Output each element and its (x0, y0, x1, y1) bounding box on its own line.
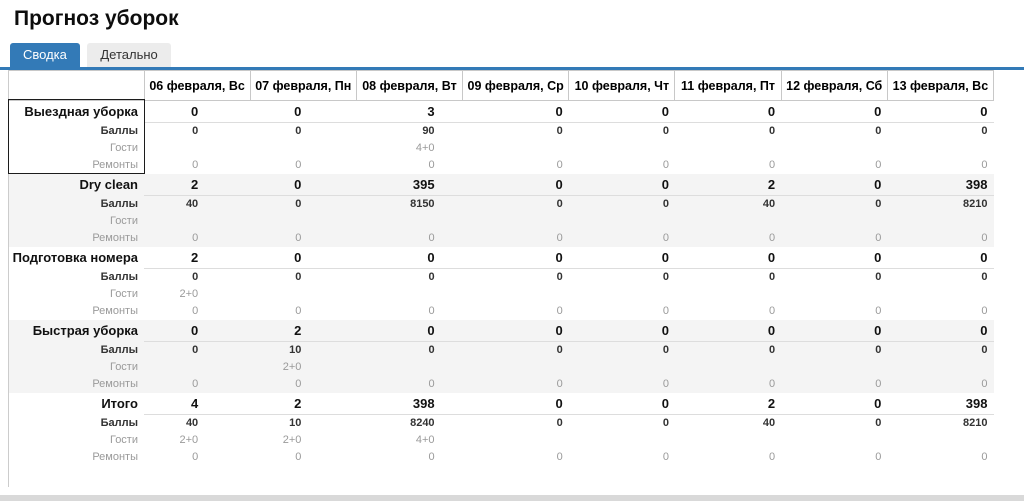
row-label: Гости (109, 434, 138, 446)
date-header: 06 февраля, Вс (144, 71, 250, 101)
table-row (9, 432, 994, 449)
table-cell: 0 (887, 230, 993, 247)
table-cell: 0 (144, 342, 250, 359)
table-cell: 0 (356, 376, 462, 393)
table-cell (569, 432, 675, 449)
row-label: Баллы (9, 196, 144, 213)
table-cell: 0 (428, 305, 435, 317)
date-header: 07 февраля, Пн (250, 71, 356, 101)
table-cell: 0 (981, 451, 988, 463)
tab-summary[interactable]: Сводка (10, 43, 80, 67)
row-label: Гости (9, 213, 144, 230)
header-row (9, 71, 994, 101)
table-cell: 0 (463, 393, 569, 415)
table-cell: 2 (675, 174, 781, 196)
table-cell: 40 (762, 417, 776, 430)
table-cell: 0 (556, 417, 563, 430)
table-cell: 0 (192, 305, 199, 317)
table-row (9, 376, 994, 393)
forecast-table (9, 70, 994, 466)
table-cell: 0 (463, 174, 569, 196)
table-cell: 0 (769, 451, 776, 463)
table-row (9, 213, 994, 230)
row-label: Ремонты (92, 451, 138, 463)
table-cell: 0 (428, 271, 435, 284)
table-cell (356, 213, 462, 230)
table-cell: 0 (250, 101, 356, 123)
date-header: 12 февраля, Сб (781, 71, 887, 101)
table-cell: 0 (662, 159, 669, 171)
table-cell: 2+0 (282, 434, 302, 446)
table-cell: 0 (662, 125, 669, 138)
table-row (9, 196, 994, 213)
table-cell: 8210 (887, 196, 993, 213)
table-cell: 0 (875, 125, 882, 138)
tab-detailed[interactable]: Детально (87, 43, 170, 67)
table-cell: 0 (428, 451, 435, 463)
table-cell: 0 (250, 230, 356, 247)
table-row (9, 230, 994, 247)
table-cell (887, 140, 993, 157)
table-cell: 0 (675, 376, 781, 393)
table-cell (675, 359, 781, 376)
table-cell: 40 (144, 196, 250, 213)
row-label: Баллы (9, 342, 144, 359)
table-row (9, 303, 994, 320)
table-cell: 0 (875, 451, 882, 463)
table-cell: 2+0 (179, 434, 199, 446)
row-label: Гости (109, 142, 138, 154)
table-cell (781, 213, 887, 230)
table-cell: 0 (769, 125, 776, 138)
table-cell: 0 (781, 320, 887, 342)
table-cell: 0 (781, 196, 887, 213)
table-cell: 4+0 (415, 142, 435, 154)
table-cell (463, 432, 569, 449)
table-cell (887, 213, 993, 230)
table-cell: 0 (887, 320, 993, 342)
table-cell: 0 (144, 101, 250, 123)
table-cell: 0 (569, 174, 675, 196)
table-cell: 0 (463, 196, 569, 213)
forecast-table-wrap (8, 70, 994, 487)
table-row (9, 359, 994, 376)
table-row (9, 415, 994, 432)
table-cell: 0 (769, 159, 776, 171)
table-row (9, 342, 994, 359)
row-label: Dry clean (9, 174, 144, 196)
table-cell: 2 (250, 320, 356, 342)
table-cell: 0 (192, 451, 199, 463)
table-cell (463, 140, 569, 157)
table-cell: 0 (875, 271, 882, 284)
row-label: Гости (109, 288, 138, 300)
table-cell: 0 (781, 247, 887, 269)
table-cell: 8240 (410, 417, 435, 430)
table-cell: 40 (675, 196, 781, 213)
table-cell: 2 (144, 247, 250, 269)
table-cell: 0 (463, 376, 569, 393)
table-cell: 10 (289, 417, 302, 430)
table-cell (569, 359, 675, 376)
table-cell (781, 286, 887, 303)
table-cell: 0 (556, 125, 563, 138)
table-cell: 0 (769, 305, 776, 317)
table-row (9, 123, 994, 140)
table-cell: 0 (675, 247, 781, 269)
table-cell: 0 (981, 271, 988, 284)
table-cell: 0 (781, 230, 887, 247)
row-label: Быстрая уборка (9, 320, 144, 342)
row-label: Ремонты (92, 305, 138, 317)
table-cell (463, 286, 569, 303)
table-cell: 0 (662, 305, 669, 317)
table-cell: 398 (887, 393, 993, 415)
table-cell (569, 213, 675, 230)
table-cell: 0 (463, 247, 569, 269)
table-cell (144, 213, 250, 230)
horizontal-scrollbar[interactable] (0, 495, 1024, 501)
row-label: Гости (9, 359, 144, 376)
row-label: Баллы (100, 271, 138, 283)
table-cell: 8210 (963, 417, 988, 430)
table-cell: 0 (675, 342, 781, 359)
table-row (9, 174, 994, 196)
table-row (9, 101, 994, 123)
table-cell: 0 (295, 159, 302, 171)
table-cell (356, 286, 462, 303)
table-cell: 398 (356, 393, 462, 415)
table-cell (675, 213, 781, 230)
table-cell: 0 (356, 342, 462, 359)
table-cell: 10 (250, 342, 356, 359)
table-cell: 0 (356, 320, 462, 342)
table-cell (675, 140, 781, 157)
table-cell: 0 (556, 451, 563, 463)
table-cell: 0 (463, 342, 569, 359)
table-cell (463, 213, 569, 230)
table-cell: 0 (675, 101, 781, 123)
table-cell: 0 (569, 376, 675, 393)
table-cell: 0 (192, 271, 199, 284)
table-cell: 0 (781, 174, 887, 196)
table-cell: 0 (295, 271, 302, 284)
table-header (9, 71, 994, 101)
table-cell: 0 (356, 230, 462, 247)
table-row (9, 449, 994, 466)
table-cell: 4+0 (415, 434, 435, 446)
table-cell (887, 432, 993, 449)
table-cell: 2 (144, 174, 250, 196)
table-cell: 0 (875, 159, 882, 171)
table-cell (675, 432, 781, 449)
table-cell (887, 286, 993, 303)
table-row (9, 269, 994, 286)
table-cell: 0 (981, 159, 988, 171)
table-cell (781, 432, 887, 449)
table-cell: 0 (662, 417, 669, 430)
table-cell: 0 (463, 101, 569, 123)
table-cell: 2 (250, 393, 356, 415)
table-cell: 0 (781, 101, 887, 123)
table-cell (144, 359, 250, 376)
table-cell: 0 (250, 376, 356, 393)
table-cell: 0 (875, 417, 882, 430)
row-label: Баллы (100, 417, 138, 429)
table-cell (569, 140, 675, 157)
table-cell: 40 (185, 417, 199, 430)
table-cell: 0 (192, 125, 199, 138)
page-title: Прогноз уборок (14, 7, 179, 30)
row-label: Ремонты (92, 159, 138, 171)
table-cell: 0 (569, 247, 675, 269)
table-cell: 0 (192, 159, 199, 171)
table-cell: 0 (295, 125, 302, 138)
table-cell: 0 (569, 342, 675, 359)
table-cell: 0 (295, 305, 302, 317)
table-cell: 0 (887, 101, 993, 123)
table-cell: 0 (875, 305, 882, 317)
table-cell: 0 (463, 230, 569, 247)
table-row (9, 393, 994, 415)
table-cell: 3 (356, 101, 462, 123)
table-cell: 0 (887, 376, 993, 393)
table-cell: 0 (769, 271, 776, 284)
table-cell (463, 359, 569, 376)
table-cell: 0 (981, 305, 988, 317)
table-cell: 8150 (356, 196, 462, 213)
table-cell (675, 286, 781, 303)
table-cell: 0 (781, 342, 887, 359)
table-cell: 0 (662, 451, 669, 463)
table-cell: 0 (569, 393, 675, 415)
table-cell: 0 (675, 230, 781, 247)
table-cell: 0 (556, 305, 563, 317)
table-row (9, 157, 994, 174)
table-cell: 0 (250, 247, 356, 269)
date-header: 09 февраля, Ср (463, 71, 569, 101)
table-cell: 398 (887, 174, 993, 196)
table-body (9, 101, 994, 466)
table-cell: 0 (250, 196, 356, 213)
table-cell: 2 (675, 393, 781, 415)
row-label: Выездная уборка (24, 104, 138, 120)
table-cell: 0 (356, 247, 462, 269)
date-header: 13 февраля, Вс (887, 71, 993, 101)
table-cell: 90 (422, 125, 435, 138)
table-cell (569, 286, 675, 303)
row-label: Итого (101, 396, 138, 411)
corner-cell (9, 71, 144, 101)
table-cell: 0 (781, 376, 887, 393)
date-header: 10 февраля, Чт (569, 71, 675, 101)
table-cell: 0 (144, 230, 250, 247)
table-cell (144, 140, 250, 157)
table-cell: 0 (569, 320, 675, 342)
row-label: Ремонты (9, 376, 144, 393)
table-cell: 0 (556, 271, 563, 284)
table-cell (781, 359, 887, 376)
table-cell: 2+0 (250, 359, 356, 376)
table-cell: 0 (569, 230, 675, 247)
table-cell: 0 (463, 320, 569, 342)
table-cell: 0 (250, 174, 356, 196)
row-label: Подготовка номера (12, 250, 138, 265)
table-cell: 0 (569, 101, 675, 123)
table-cell: 0 (675, 320, 781, 342)
table-cell: 0 (887, 342, 993, 359)
table-cell: 0 (295, 451, 302, 463)
date-header: 08 февраля, Вт (356, 71, 462, 101)
table-cell (250, 213, 356, 230)
table-cell (250, 140, 356, 157)
table-cell (250, 286, 356, 303)
table-cell: 0 (144, 320, 250, 342)
table-cell: 0 (887, 247, 993, 269)
table-cell: 0 (144, 376, 250, 393)
table-cell: 4 (144, 393, 250, 415)
tab-bar (10, 43, 1024, 67)
table-cell: 0 (428, 159, 435, 171)
table-cell: 0 (662, 271, 669, 284)
table-cell: 0 (781, 393, 887, 415)
table-cell (887, 359, 993, 376)
table-row (9, 320, 994, 342)
table-row (9, 286, 994, 303)
table-cell: 0 (981, 125, 988, 138)
table-cell: 395 (356, 174, 462, 196)
row-label: Ремонты (9, 230, 144, 247)
table-row (9, 247, 994, 269)
date-header: 11 февраля, Пт (675, 71, 781, 101)
table-cell: 0 (569, 196, 675, 213)
table-cell: 2+0 (179, 288, 199, 300)
table-cell (781, 140, 887, 157)
row-label: Баллы (100, 125, 138, 137)
table-cell: 0 (556, 159, 563, 171)
table-row (9, 140, 994, 157)
table-cell (356, 359, 462, 376)
